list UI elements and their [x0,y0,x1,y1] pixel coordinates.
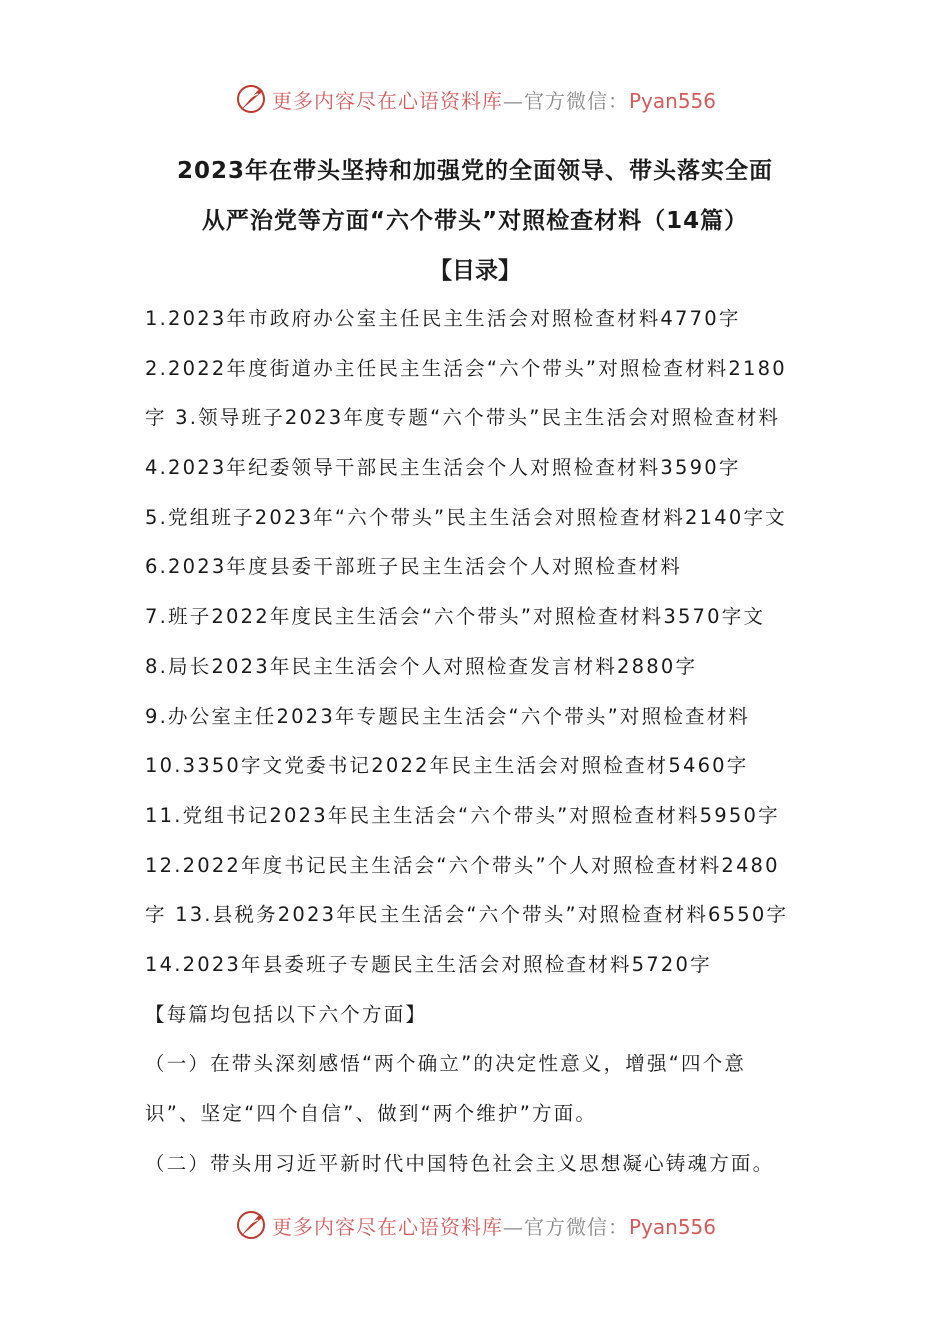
text-line: 14.2023年县委班子专题民主生活会对照检查材料5720字 [145,952,712,976]
toc-heading: 【目录】 [429,258,521,284]
text-line: 字 3.领导班子2023年度专题“六个带头”民主生活会对照检查材料 [145,406,781,430]
text-line: 11.党组书记2023年民主生活会“六个带头”对照检查材料5950字 [145,803,780,827]
text-line: 1.2023年市政府办公室主任民主生活会对照检查材料4770字 [145,307,741,330]
watermark-text: 更多内容尽在心语资料库—官方微信：Pyan556 [271,1214,716,1239]
text-line: 2.2022年度街道办主任民主生活会“六个带头”对照检查材料2180 [145,356,787,380]
text-line: 10.3350字文党委书记2022年民主生活会对照检查材5460字 [145,754,749,778]
quill-logo-icon [234,82,268,116]
text-line: 字 13.县税务2023年民主生活会“六个带头”对照检查材料6550字 [145,903,789,927]
text-line: 8.局长2023年民主生活会个人对照检查发言材料2880字 [145,654,698,678]
watermark-header [0,82,950,116]
text-line: 5.党组班子2023年“六个带头”民主生活会对照检查材料2140字文 [145,505,787,529]
text-line: 9.办公室主任2023年专题民主生活会“六个带头”对照检查材料 [145,704,751,728]
watermark-footer [0,1208,950,1242]
section-heading: 【每篇均包括以下六个方面】 [145,1002,428,1026]
text-line: 4.2023年纪委领导干部民主生活会个人对照检查材料3590字 [145,456,741,480]
document-title-line1: 2023年在带头坚持和加强党的全面领导、带头落实全面 [176,158,773,184]
paragraph-line: （一）在带头深刻感悟“两个确立”的决定性意义，增强“四个意 [145,1052,747,1076]
paragraph-line: （二）带头用习近平新时代中国特色社会主义思想凝心铸魂方面。 [145,1151,775,1175]
paragraph-line: 识”、坚定“四个自信”、做到“两个维护”方面。 [145,1102,598,1125]
quill-logo-icon [234,1208,268,1242]
text-line: 12.2022年度书记民主生活会“六个带头”个人对照检查材料2480 [145,853,780,877]
watermark-text: 更多内容尽在心语资料库—官方微信：Pyan556 [271,88,716,113]
document-title-line2: 从严治党等方面“六个带头”对照检查材料（14篇） [201,208,749,234]
text-line: 6.2023年度县委干部班子民主生活会个人对照检查材料 [145,555,683,579]
toc-list [145,302,815,1196]
text-line: 7.班子2022年度民主生活会“六个带头”对照检查材料3570字文 [145,605,766,629]
